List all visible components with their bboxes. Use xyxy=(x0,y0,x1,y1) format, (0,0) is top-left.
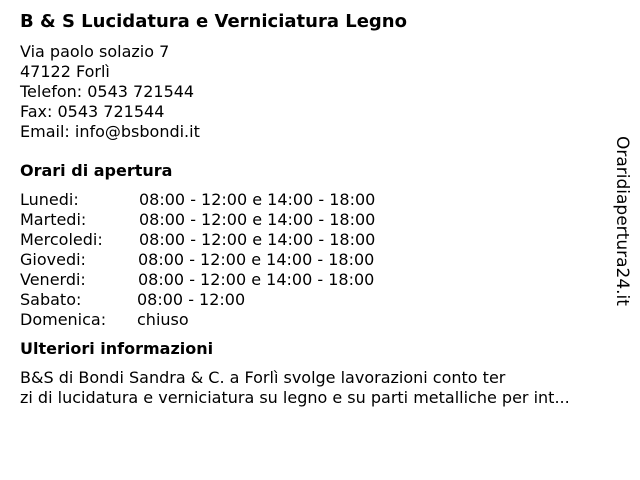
day-label: Giovedi: xyxy=(20,250,86,269)
day-label: Domenica: xyxy=(20,310,107,329)
description-line: zi di lucidatura e verniciatura su legno e su parti metalliche per int... xyxy=(20,388,570,407)
hours-value: 08:00 - 12:00 e 14:00 - 18:00 xyxy=(139,230,376,249)
day-label: Venerdi: xyxy=(20,270,86,289)
hours-row-thursday xyxy=(20,250,610,270)
hours-value: 08:00 - 12:00 e 14:00 - 18:00 xyxy=(139,190,376,209)
hours-row-wednesday xyxy=(20,230,610,250)
business-card xyxy=(20,11,610,408)
day-label: Sabato: xyxy=(20,290,82,309)
postal-city: 47122 Forlì xyxy=(20,62,110,81)
description-line: B&S di Bondi Sandra & C. a Forlì svolge lavorazioni conto ter xyxy=(20,368,506,387)
address-block xyxy=(20,42,610,142)
further-info-heading: Ulteriori informazioni xyxy=(20,339,214,358)
phone-number: Telefon: 0543 721544 xyxy=(20,82,195,101)
hours-row-friday xyxy=(20,270,610,290)
hours-row-tuesday xyxy=(20,210,610,230)
fax-number: Fax: 0543 721544 xyxy=(20,102,165,121)
hours-value: 08:00 - 12:00 xyxy=(137,290,246,309)
hours-value: chiuso xyxy=(137,310,189,329)
hours-value: 08:00 - 12:00 e 14:00 - 18:00 xyxy=(138,250,375,269)
email-address: Email: info@bsbondi.it xyxy=(20,122,200,141)
hours-value: 08:00 - 12:00 e 14:00 - 18:00 xyxy=(138,270,375,289)
opening-hours-heading: Orari di apertura xyxy=(20,161,173,180)
hours-value: 08:00 - 12:00 e 14:00 - 18:00 xyxy=(139,210,376,229)
opening-hours-table xyxy=(20,190,610,330)
site-watermark xyxy=(612,136,632,308)
day-label: Lunedi: xyxy=(20,190,79,209)
street-address: Via paolo solazio 7 xyxy=(20,42,170,61)
business-name: B & S Lucidatura e Verniciatura Legno xyxy=(20,11,407,32)
watermark-text: Oraridiapertura24.it xyxy=(612,136,632,306)
business-description xyxy=(20,368,610,408)
hours-row-saturday xyxy=(20,290,610,310)
hours-row-sunday xyxy=(20,310,610,330)
hours-row-monday xyxy=(20,190,610,210)
day-label: Mercoledi: xyxy=(20,230,103,249)
day-label: Martedi: xyxy=(20,210,87,229)
